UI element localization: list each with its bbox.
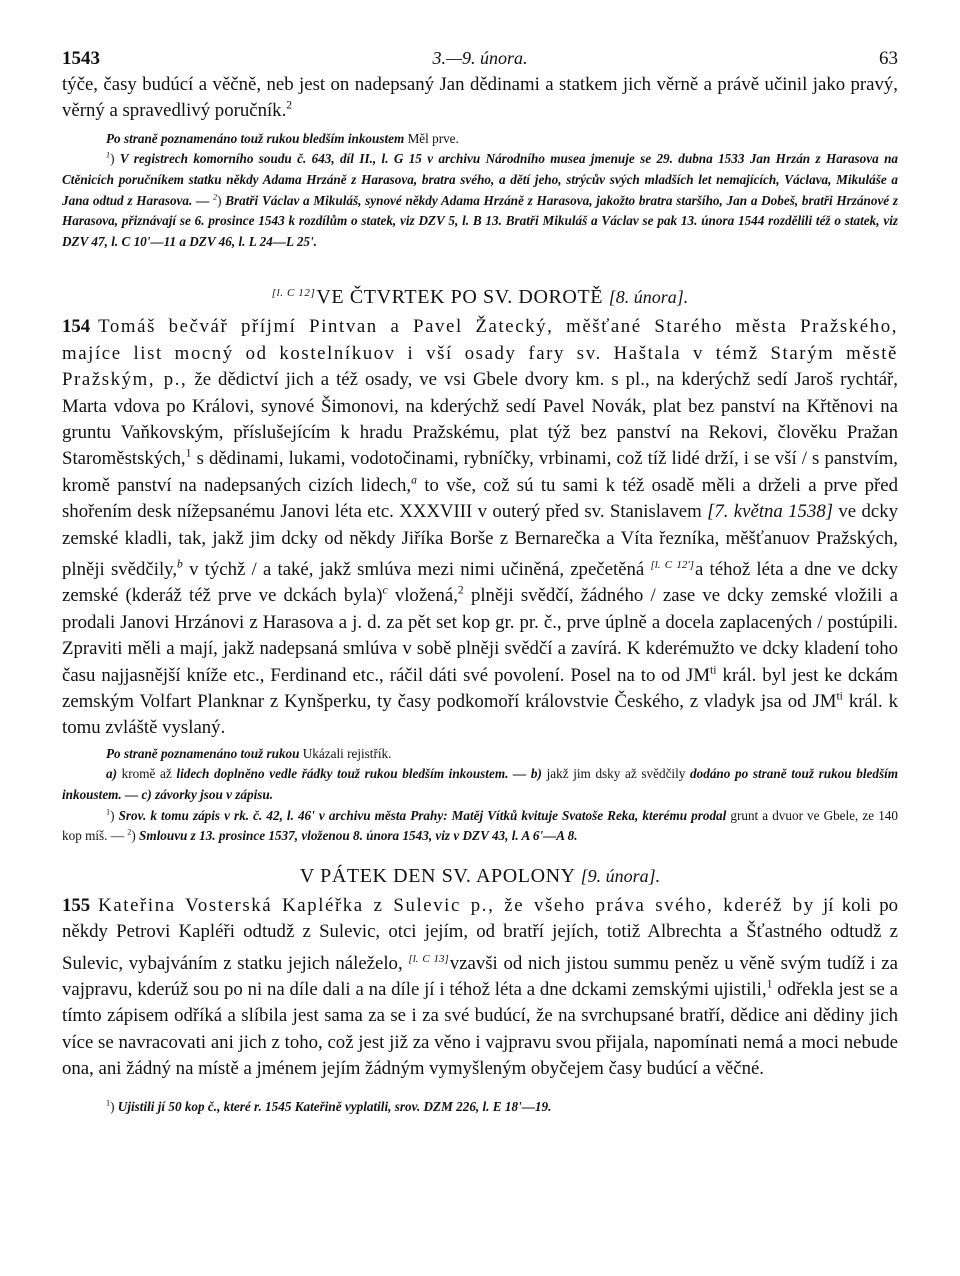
entry-number: 154 bbox=[62, 316, 91, 338]
header-year: 1543 bbox=[62, 48, 100, 69]
marginal-note: Po straně poznamenáno touž rukou Ukázali rejistřík. bbox=[106, 745, 392, 761]
footnote: $^1$) V registrech komorního soudu č. 643, díl II., l. G 15 v archivu Národního musea jmenuje se 29. dubna 1533 Jan Hrzán z Harasova na Ctěnicích poručníkem statku někdy Adama Hrzáně z Harasova, bratra svého, a dětí jeho, strýcův svých mladších let nemajících, Václava, Mikuláše a Jana odtud z Harasova. — $^2$) Bratři Václav a Mikuláš, synové někdy Adama Hrzáně z Harasova, jakožto bratra staršího, Jan a Dobeš, bratři Hrzánové z Harasova, přiznávají se 6. prosince 1543 k rozdílům o statek, viz DZV 5, l. B 13. Bratři Mikuláš a Václav se pak 13. února 1544 rozdělili též o statek, viz DZV 47, l. C 10'—11 a DZV 46, l. L 24—L 25'. bbox=[62, 151, 899, 249]
running-header bbox=[62, 38, 898, 72]
footnote: $^1$) Srov. k tomu zápis v rk. č. 42, l. 46' v archivu města Prahy: Matěj Vítků kvituje Svatoše Reka, kterému prodal grunt a dvuor ve Gbele, ze 140 kop míš. — $^2$) Smlouvu z 13. prosince 1537, vloženou 8. února 1543, viz v DZV 43, l. A 6'—A 8. bbox=[62, 807, 898, 844]
continuation-paragraph: týče, časy budúcí a věčně, neb jest on nadepsaný Jan dědinami a statkem jich věrně a právě učinil jako pravý, věrný a spravedlivý poručník.$^2$ bbox=[62, 74, 898, 122]
header-dates: 3.—9. února. bbox=[432, 48, 528, 68]
document-page bbox=[62, 38, 898, 1117]
marginal-note: Po straně poznamenáno touž rukou bledším inkoustem Měl prve. bbox=[106, 130, 459, 146]
entry-154: 154 Tomáš bečvář příjmí Pintvan a Pavel Žatecký, měšťané Starého města Pražského, majíce list mocný od kostelníkuov i vší osady fary sv. Haštala v témž Starým městě Pražským, p., že dědictví jich a též osady, ve vsi Gbele dvory km. s pl., na kderýchž sedí Jaroš rychtář, Marta vdova po Královi, synové Šimonovi, na kderýchž sedí Pavel Novák, plat bez panství na Křtěnovi na gruntu Vaňkovským, příslušejícím k hradu Pražskému, plat týž bez panství na Rekovi, člověku Pražan Staroměstských,$^1$ s dědinami, lukami, vodotočinami, rybníčky, vrbinami, což tíž lidé drží, i se vší / s panstvím, kromě panství na nadepsaných cizích lidech,$^a$ to vše, což sú tu sami k též osadě měli a drželi a prve před shořením desk nížepsanému Janovi léta etc. XXXVIII v outerý před sv. Stanislavem [7. května 1538] ve dcky zemské kladli, tak, jakž jim dcky od někdy Jiříka Borše z Bernarečka a Víta řezníka, měšťanuov Pražských, plněji svědčily,$^b$ v týchž / a také, jakž smlúva mezi nimi učiněná, zpečetěná [l. C 12']a téhož léta a dne ve dcky zemské (kderáž též prve ve dckách byla)$^c$ vložená,$^2$ plněji svědčí, žádného / zase ve dcky zemské vložili a prodali Janovi Hrzánovi z Harasova a j. d. za pět set kop gr. pr. č., prve úplně a docela zaplacených / postúpili. Zpraviti měli a mají, jakž nadepsaná smlúva v sobě plněji svědčí a zavírá. K kderémužto ve dcky kladení toho času najjasnější kníže etc., Ferdinand etc., ráčil dáti své povolení. Posel na to od $JM^{ti}$ král. byl jest ke dckám zemským Volfart Planknar z Kynšperku, ty časy podkomoří královstvie Českého, z vladyk jsa od $JM^{ti}$ král. k tomu zvláště vyslaný. bbox=[62, 316, 899, 739]
section-heading-155: V PÁTEK DEN SV. APOLONY [9. února]. bbox=[299, 864, 661, 887]
entry-155: 155 Kateřina Vosterská Kapléřka z Sulevic p., že všeho práva svého, kderéž by jí koli po někdy Petrovi Kapléři odtudž z Sulevic, otci jejím, od bratří jejích, totiž Albrechta a Šťastného odtudž z Sulevic, vybajváním z statku jejich náleželo, [l. C 13]vzavši od nich jistou summu peněz u věně svým tudíž i za vajpravu, kderúž sou po ni na díle dali a na díle jí i téhož léta a dne dckami zemskými ujistili,$^1$ odřekla jest se a tímto zápisem odříká a slíbila jest sama za se i za své budúcí, že na svrchupsané bratří, dědice ani dědiny jich více se navracovati ani jich z toho, což jest již za věno i vajpravu svou přijala, napomínati nemá a moci nebude ona, ani žádný na místě a jménem jejím žádným vymyšleným obyčejem časy budúcí a věčné. bbox=[62, 894, 899, 1080]
footnote: $^1$) Ujistili jí 50 kop č., které r. 1545 Kateřině vyplatili, srov. DZM 226, l. E 18'—19. bbox=[106, 1098, 552, 1114]
section-heading-154: [l. C 12]VE ČTVRTEK PO SV. DOROTĚ [8. února]. bbox=[271, 286, 689, 309]
entry-number: 155 bbox=[62, 894, 91, 916]
textual-notes: a) kromě až lidech doplněno vedle řádky touž rukou bledším inkoustem. — b) jakž jim dsky až svědčily dodáno po straně touž rukou bledším inkoustem. — c) závorky jsou v zápisu. bbox=[62, 766, 899, 803]
page-number: 63 bbox=[879, 48, 898, 69]
